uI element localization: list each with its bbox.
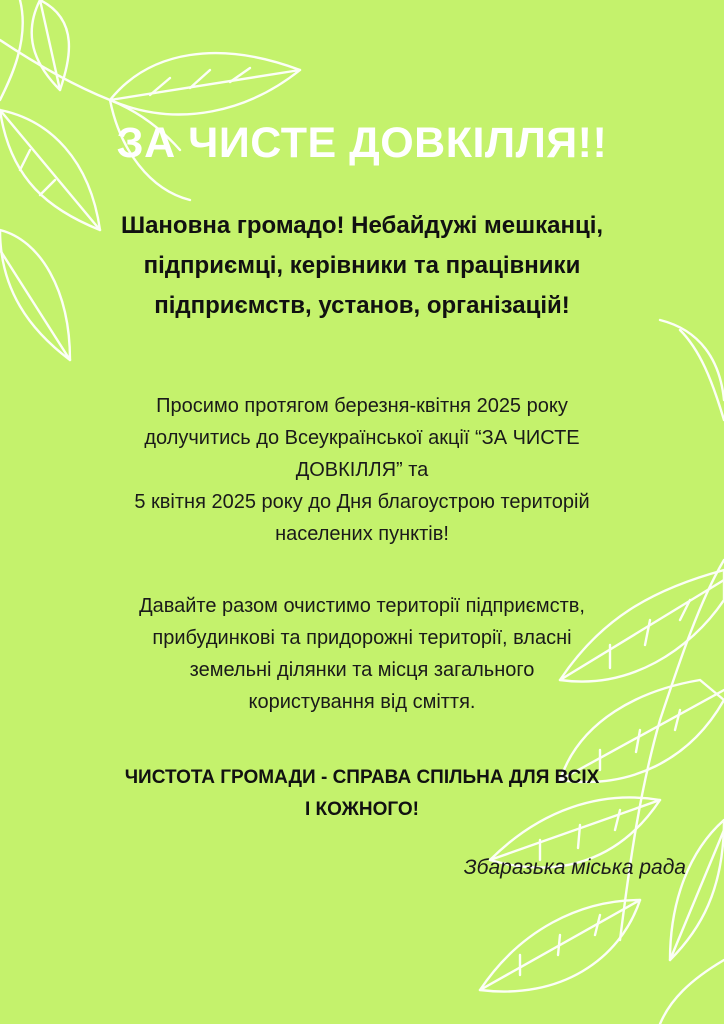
slogan bbox=[30, 762, 694, 826]
invitation-paragraph bbox=[30, 390, 694, 550]
paragraph-line: користування від сміття. bbox=[248, 691, 476, 713]
address-line: підприємці, керівники та працівники bbox=[143, 252, 581, 279]
paragraph-line: Давайте разом очистимо території підприємств, bbox=[139, 595, 585, 617]
paragraph-line: прибудинкові та придорожні території, власні bbox=[152, 627, 572, 649]
address-line: підприємств, установ, організацій! bbox=[154, 292, 570, 319]
paragraph-line: земельні ділянки та місця загального bbox=[189, 659, 535, 681]
address-line: Шановна громадо! Небайдужі мешканці, bbox=[120, 212, 604, 239]
paragraph-line: Просимо протягом березня-квітня 2025 року bbox=[156, 395, 568, 417]
slogan-line: І КОЖНОГО! bbox=[305, 799, 419, 820]
poster-title: ЗА ЧИСТЕ ДОВКІЛЛЯ!! bbox=[116, 119, 608, 167]
paragraph-line: ДОВКІЛЛЯ” та bbox=[295, 459, 429, 481]
slogan-line: ЧИСТОТА ГРОМАДИ - СПРАВА СПІЛЬНА ДЛЯ ВСІХ bbox=[124, 767, 600, 788]
address-heading bbox=[40, 206, 684, 326]
paragraph-line: долучитись до Всеукраїнської акції “ЗА ЧИСТЕ bbox=[144, 427, 580, 449]
cleanup-paragraph bbox=[30, 590, 694, 718]
paragraph-line: населених пунктів! bbox=[275, 523, 449, 545]
paragraph-line: 5 квітня 2025 року до Дня благоустрою територій bbox=[134, 491, 590, 513]
signature: Збаразька міська рада bbox=[463, 856, 686, 879]
